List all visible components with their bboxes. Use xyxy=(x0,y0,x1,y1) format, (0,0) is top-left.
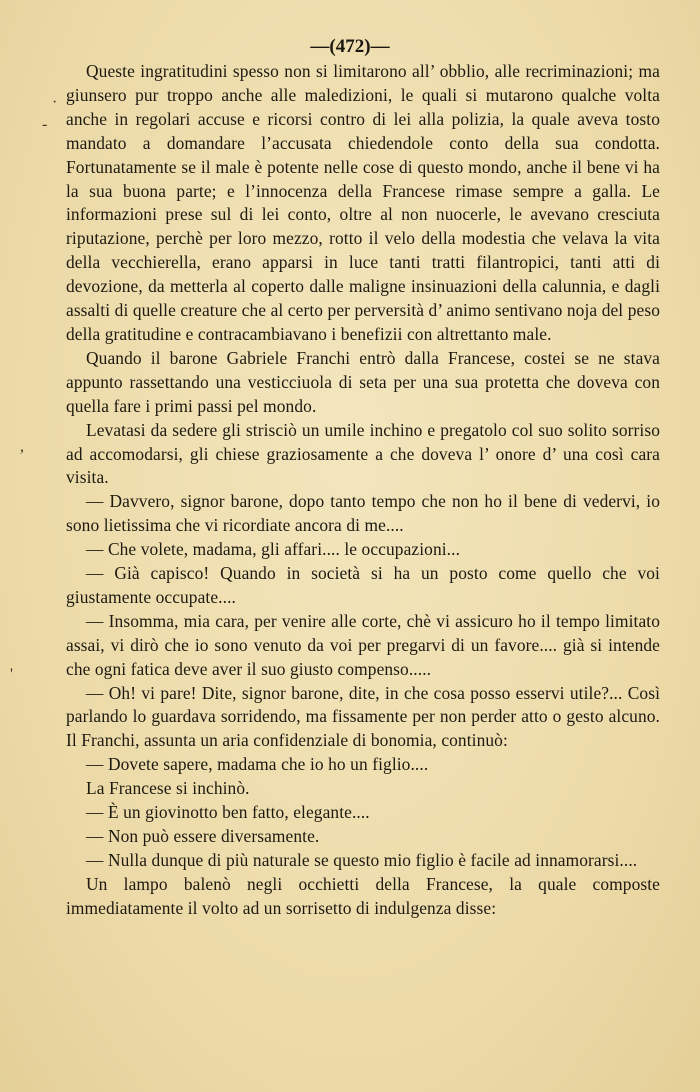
paragraph: — Insomma, mia cara, per venire alle corte, chè vi assicuro ho il tempo limitato assai, vi dirò che io sono venuto da voi per pregarvi di un favore.... già si intende che ogni fatica deve aver il suo giusto compenso..... xyxy=(66,610,660,679)
margin-mark: , xyxy=(20,438,24,455)
margin-mark: · xyxy=(52,94,58,111)
paragraph: — È un giovinotto ben fatto, elegante.... xyxy=(86,802,370,823)
paragraph: Queste ingratitudini spesso non si limitarono all’ obblio, alle recriminazioni; ma giunsero pur troppo anche alle maledizioni, le quali si mutarono qualche volta anche in regolari accuse e ricorsi contro di lei alla polizia, la quale aveva tosto mandato a domandare l’accusata chiedendole conto della sua condotta. Fortunatamente se il male è potente nelle cose di questo mondo, anche il bene vi ha la sua buona parte; e l’innocenza della Francese rimase sempre a galla. Le informazioni prese sul di lei conto, oltre al non nuocerle, le avevano cresciuta riputazione, perchè per loro mezzo, rotto il velo della modestia che velava la vita della vecchierella, erano apparsi in luce tanti tratti filantropici, tanti atti di devozione, da metterla al coperto dalle maligne insinuazioni della calunnia, e dagli assalti di quelle creature che al certo per perversità d’ animo sentivano noja del peso della gratitudine e contracambiavano i benefizii con altrettanto male. xyxy=(66,61,660,344)
paragraph: Levatasi da sedere gli strisciò un umile inchino e pregatolo col suo solito sorriso ad accomodarsi, gli chiese graziosamente a che doveva l’ onore d’ una così cara visita. xyxy=(66,419,660,488)
paragraph: Quando il barone Gabriele Franchi entrò dalla Francese, costei se ne stava appunto rassettando una vesticciuola di seta per una sua protetta che doveva con quella fare i primi passi pel mondo. xyxy=(66,347,660,416)
paragraph: — Già capisco! Quando in società si ha un posto come quello che voi giustamente occupate.... xyxy=(66,563,660,607)
paragraph: — Nulla dunque di più naturale se questo mio figlio è facile ad innamorarsi.... xyxy=(86,849,638,870)
page-number: —(472)— xyxy=(310,36,390,57)
paragraph: — Oh! vi pare! Dite, signor barone, dite, in che cosa posso esservi utile?... Così parlando lo guardava sorridendo, ma fissamente per non perder atto o gesto alcuno. Il Franchi, assunta un aria confidenziale di bonomia, continuò: xyxy=(66,682,660,751)
paragraph: — Davvero, signor barone, dopo tanto tempo che non ho il bene di vedervi, io sono lietissima che vi ricordiate ancora di me.... xyxy=(66,491,660,536)
paragraph: Un lampo balenò negli occhietti della Francese, la quale composte immediatamente il volto ad un sorrisetto di indulgenza disse: xyxy=(66,873,660,918)
paragraph: — Non può essere diversamente. xyxy=(86,826,320,846)
page-text xyxy=(66,60,660,921)
paragraph: — Che volete, madama, gli affari.... le occupazioni... xyxy=(86,539,461,560)
margin-mark: - xyxy=(42,116,48,133)
paragraph: — Dovete sapere, madama che io ho un figlio.... xyxy=(86,754,429,775)
margin-mark: ' xyxy=(10,666,13,683)
paragraph: La Francese si inchinò. xyxy=(86,778,250,799)
